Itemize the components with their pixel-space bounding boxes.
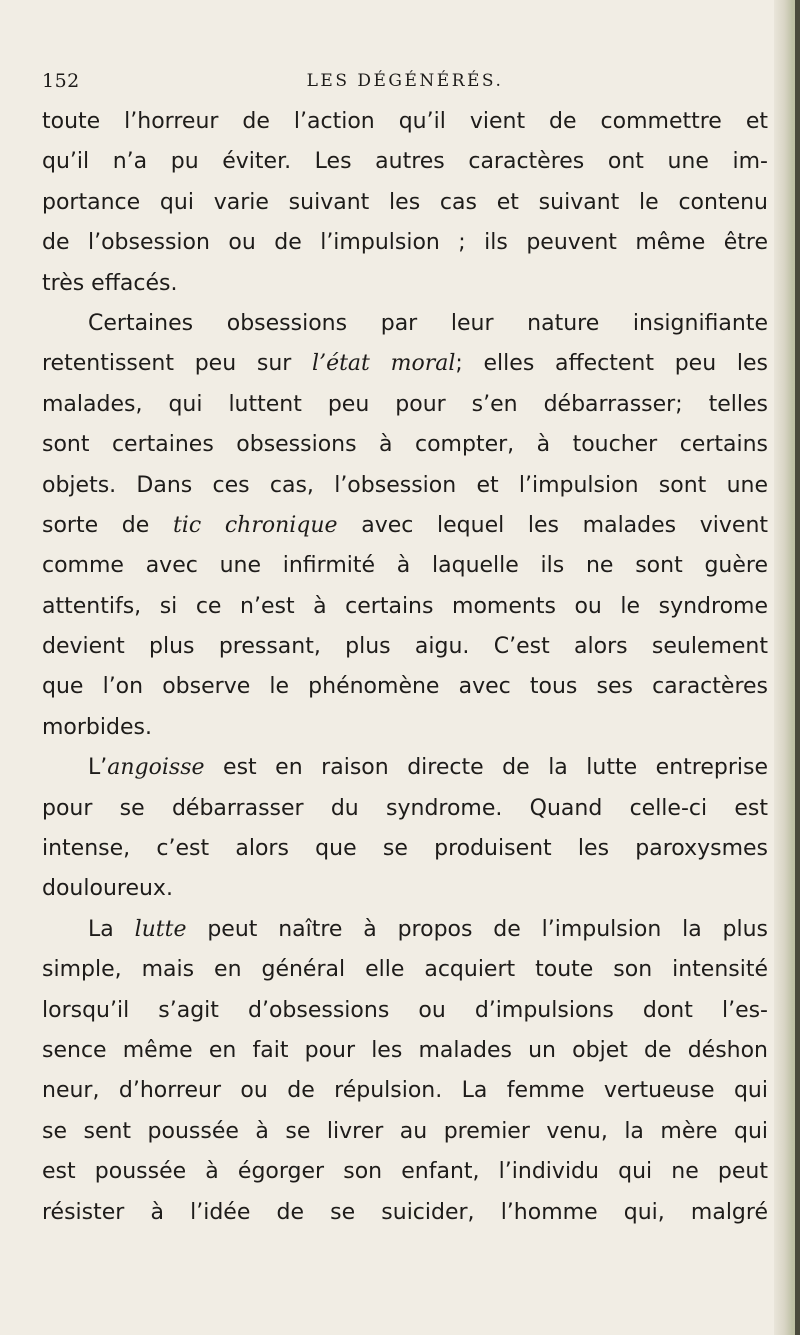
text-segment: ; elles affectent peu les bbox=[455, 351, 768, 377]
text-line bbox=[42, 506, 768, 546]
text-line: se sent poussée à se livrer au premier venu, la mère qui bbox=[42, 1118, 768, 1144]
text-line: simple, mais en général elle acquiert toute son intensité bbox=[42, 957, 768, 983]
italic-term: lutte bbox=[134, 916, 187, 942]
text-line: morbides. bbox=[42, 714, 152, 740]
text-line: qu’il n’a pu éviter. Les autres caractères ont une im- bbox=[42, 149, 768, 175]
text-line: très effacés. bbox=[42, 270, 178, 296]
text-line: que l’on observe le phénomène avec tous ses caractères bbox=[42, 674, 768, 700]
text-line bbox=[42, 344, 768, 384]
text-line: comme avec une infirmité à laquelle ils ne sont guère bbox=[42, 553, 768, 579]
text-line: intense, c’est alors que se produisent les paroxysmes bbox=[42, 836, 768, 862]
text-segment: peut naître à propos de l’impulsion la plus bbox=[207, 916, 768, 942]
text-line: devient plus pressant, plus aigu. C’est alors seulement bbox=[42, 634, 768, 660]
text-line: neur, d’horreur ou de répulsion. La femme vertueuse qui bbox=[42, 1078, 768, 1104]
text-line: Certaines obsessions par leur nature insignifiante bbox=[88, 310, 768, 336]
text-segment: avec lequel les malades vivent bbox=[361, 512, 769, 538]
page-number: 152 bbox=[42, 70, 80, 92]
text-line: sence même en fait pour les malades un objet de déshon bbox=[42, 1037, 768, 1063]
text-segment: est en raison directe de la lutte entreprise bbox=[223, 755, 768, 781]
text-segment: retentissent peu sur bbox=[42, 351, 292, 377]
running-title: LES DÉGÉNÉRÉS. bbox=[306, 71, 504, 91]
text-line: malades, qui luttent peu pour s’en débarrasser; telles bbox=[42, 391, 768, 417]
text-line: lorsqu’il s’agit d’obsessions ou d’impulsions dont l’es- bbox=[42, 997, 768, 1023]
text-line: de l’obsession ou de l’impulsion ; ils peuvent même être bbox=[42, 230, 768, 256]
text-line bbox=[42, 748, 768, 788]
text-line: pour se débarrasser du syndrome. Quand celle-ci est bbox=[42, 795, 768, 821]
text-line bbox=[42, 910, 768, 950]
text-line: attentifs, si ce n’est à certains moments ou le syndrome bbox=[42, 593, 768, 619]
text-line: sont certaines obsessions à compter, à toucher certains bbox=[42, 432, 768, 458]
text-line: toute l’horreur de l’action qu’il vient de commettre et bbox=[42, 109, 768, 134]
text-segment: sorte de bbox=[42, 512, 150, 538]
italic-term: tic chronique bbox=[172, 512, 338, 538]
text-line: douloureux. bbox=[42, 876, 173, 902]
italic-term: angoisse bbox=[107, 755, 205, 781]
text-line: portance qui varie suivant les cas et suivant le contenu bbox=[42, 189, 768, 215]
italic-term: l’état moral bbox=[312, 351, 456, 377]
body-text bbox=[42, 102, 768, 1233]
text-line: objets. Dans ces cas, l’obsession et l’impulsion sont une bbox=[42, 472, 768, 498]
text-line: résister à l’idée de se suicider, l’homme qui, malgré bbox=[42, 1199, 768, 1225]
text-line: est poussée à égorger son enfant, l’individu qui ne peut bbox=[42, 1159, 768, 1185]
text-segment: L’ bbox=[88, 755, 108, 781]
page-edge-dark bbox=[795, 0, 800, 1335]
book-page bbox=[42, 70, 768, 1233]
page-header bbox=[42, 70, 768, 100]
text-segment: La bbox=[88, 916, 114, 942]
